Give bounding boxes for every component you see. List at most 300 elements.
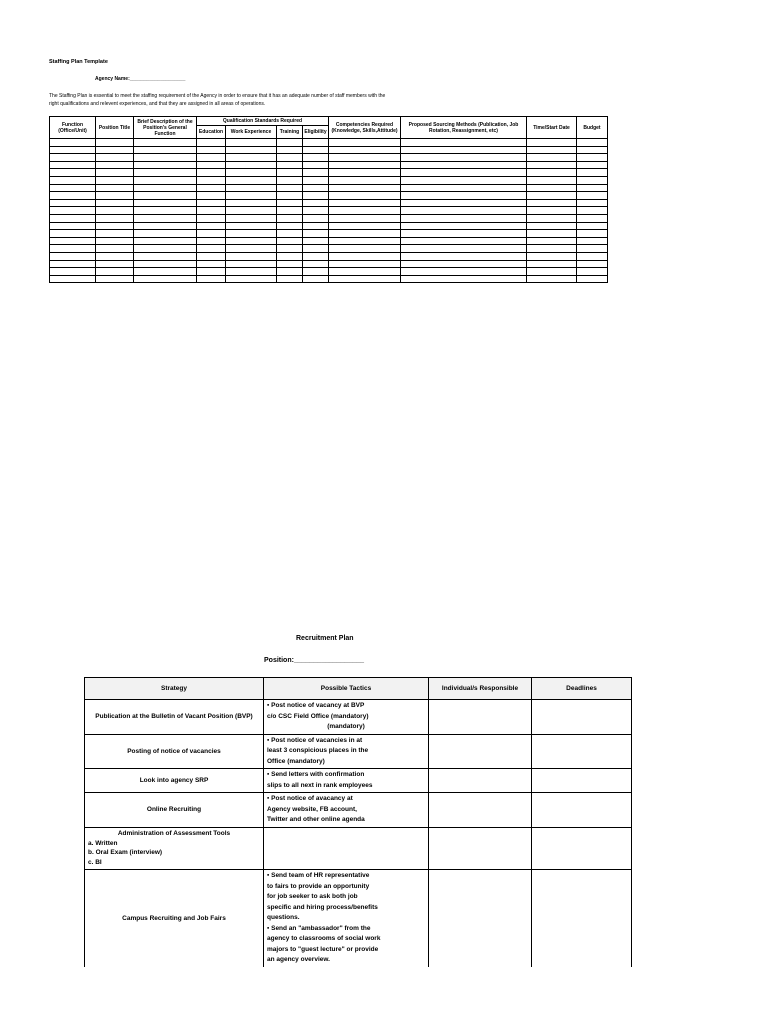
header-education: Education	[197, 126, 226, 139]
staffing-cell	[197, 268, 226, 276]
staffing-cell	[527, 214, 577, 222]
staffing-cell	[401, 176, 527, 184]
staffing-cell	[303, 252, 329, 260]
staffing-plan-table	[49, 116, 608, 283]
staffing-cell	[329, 222, 401, 230]
staffing-cell	[96, 237, 134, 245]
tactic-line: Twitter and other online agenda	[267, 816, 365, 823]
staffing-cell	[401, 260, 527, 268]
staffing-cell	[527, 237, 577, 245]
tactic-line: ▪ Send letters with confirmation	[267, 771, 365, 778]
staffing-cell	[226, 245, 277, 253]
tactic-line: Agency website, FB account,	[267, 805, 357, 813]
staffing-cell	[96, 192, 134, 200]
header-budget: Budget	[577, 117, 608, 139]
staffing-cell	[527, 222, 577, 230]
deadline-cell	[532, 769, 632, 793]
staffing-cell	[197, 275, 226, 283]
responsible-cell	[429, 769, 532, 793]
staffing-cell	[197, 260, 226, 268]
staffing-empty-row	[50, 260, 608, 268]
staffing-cell	[401, 275, 527, 283]
staffing-cell	[577, 260, 608, 268]
staffing-cell	[197, 252, 226, 260]
staffing-cell	[527, 230, 577, 238]
staffing-cell	[226, 214, 277, 222]
staffing-cell	[277, 146, 303, 154]
staffing-cell	[527, 252, 577, 260]
staffing-cell	[577, 184, 608, 192]
staffing-cell	[303, 268, 329, 276]
staffing-cell	[577, 230, 608, 238]
staffing-cell	[134, 237, 197, 245]
staffing-cell	[134, 146, 197, 154]
document-title: Staffing Plan Template	[49, 59, 108, 65]
staffing-empty-row	[50, 252, 608, 260]
staffing-cell	[197, 222, 226, 230]
header-brief-description: Brief Description of the Position's General Function	[134, 117, 197, 139]
staffing-cell	[134, 230, 197, 238]
staffing-cell	[277, 139, 303, 147]
staffing-cell	[134, 245, 197, 253]
staffing-cell	[401, 222, 527, 230]
staffing-cell	[277, 260, 303, 268]
staffing-cell	[50, 230, 96, 238]
staffing-empty-row	[50, 199, 608, 207]
deadline-cell	[532, 869, 632, 967]
deadline-cell	[532, 734, 632, 769]
recruitment-plan-table	[84, 677, 632, 967]
staffing-cell	[329, 207, 401, 215]
responsible-cell	[429, 827, 532, 869]
staffing-cell	[277, 252, 303, 260]
deadline-cell	[532, 793, 632, 828]
staffing-cell	[226, 139, 277, 147]
staffing-cell	[303, 184, 329, 192]
staffing-empty-row	[50, 275, 608, 283]
staffing-cell	[329, 275, 401, 283]
staffing-cell	[226, 260, 277, 268]
staffing-cell	[329, 237, 401, 245]
staffing-cell	[303, 169, 329, 177]
staffing-cell	[527, 146, 577, 154]
assessment-item: c. BI	[88, 858, 102, 866]
staffing-cell	[197, 169, 226, 177]
staffing-cell	[96, 199, 134, 207]
staffing-cell	[134, 207, 197, 215]
staffing-cell	[50, 199, 96, 207]
tactic-line: ▪ Send team of HR representative	[267, 872, 370, 879]
staffing-cell	[96, 275, 134, 283]
staffing-cell	[50, 222, 96, 230]
staffing-cell	[96, 146, 134, 154]
tactic-line: ▪ Post notice of vacancies in at	[267, 736, 363, 744]
staffing-empty-row	[50, 146, 608, 154]
staffing-cell	[527, 268, 577, 276]
staffing-cell	[50, 146, 96, 154]
staffing-cell	[277, 268, 303, 276]
deadline-cell	[532, 700, 632, 735]
staffing-cell	[303, 154, 329, 162]
header-time-start: Time/Start Date	[527, 117, 577, 139]
staffing-cell	[134, 252, 197, 260]
staffing-cell	[527, 139, 577, 147]
staffing-cell	[577, 154, 608, 162]
staffing-cell	[401, 184, 527, 192]
staffing-cell	[50, 252, 96, 260]
staffing-cell	[96, 184, 134, 192]
staffing-cell	[50, 268, 96, 276]
tactic-line: slips to all next in rank employees	[267, 781, 373, 789]
tactic-line: Office (mandatory)	[267, 757, 325, 765]
tactic-line: specific and hiring process/benefits	[267, 903, 378, 911]
staffing-cell	[50, 245, 96, 253]
tactic-line: ▪ Send an "ambassador" from the	[267, 924, 371, 932]
strategy-cell: Campus Recruiting and Job Fairs	[85, 869, 264, 967]
staffing-cell	[527, 169, 577, 177]
staffing-cell	[50, 207, 96, 215]
staffing-cell	[134, 169, 197, 177]
staffing-cell	[329, 230, 401, 238]
intro-paragraph: The Staffing Plan is essential to meet the staffing requirement of the Agency in order to ensure that it has an adequate number of staff members with the right qualifications and relevent experiences, and that they are assigned in all areas of operations.	[49, 93, 386, 107]
staffing-cell	[50, 184, 96, 192]
staffing-cell	[226, 154, 277, 162]
header-individuals-responsible: Individual/s Responsible	[429, 678, 532, 700]
staffing-cell	[329, 169, 401, 177]
staffing-cell	[329, 260, 401, 268]
staffing-cell	[226, 161, 277, 169]
staffing-cell	[197, 161, 226, 169]
staffing-cell	[277, 230, 303, 238]
assessment-tools-title: Administration of Assessment Tools	[117, 830, 231, 837]
staffing-cell	[303, 199, 329, 207]
staffing-empty-row	[50, 161, 608, 169]
responsible-cell	[429, 869, 532, 967]
staffing-cell	[401, 199, 527, 207]
staffing-empty-row	[50, 207, 608, 215]
staffing-cell	[329, 154, 401, 162]
staffing-cell	[401, 252, 527, 260]
staffing-cell	[50, 237, 96, 245]
staffing-cell	[96, 252, 134, 260]
staffing-cell	[277, 169, 303, 177]
agency-name-field: Agency Name:____________________	[95, 76, 186, 82]
recruitment-plan-title: Recruitment Plan	[296, 635, 354, 642]
staffing-cell	[277, 161, 303, 169]
staffing-empty-row	[50, 230, 608, 238]
staffing-cell	[197, 214, 226, 222]
assessment-tools-cell	[85, 827, 264, 869]
staffing-cell	[303, 176, 329, 184]
tactic-line: least 3 conspicious places in the	[267, 747, 369, 754]
staffing-table-body	[50, 139, 608, 283]
header-function: Function (Office/Unit)	[50, 117, 96, 139]
staffing-cell	[277, 214, 303, 222]
staffing-cell	[134, 199, 197, 207]
tactic-line: agency to classrooms of social work	[267, 935, 381, 942]
tactic-line: questions.	[267, 914, 300, 921]
staffing-cell	[277, 237, 303, 245]
staffing-cell	[226, 207, 277, 215]
staffing-cell	[329, 252, 401, 260]
staffing-cell	[226, 252, 277, 260]
staffing-cell	[96, 268, 134, 276]
staffing-cell	[329, 161, 401, 169]
tactic-cell	[264, 869, 429, 967]
assessment-item: a. Written	[88, 839, 118, 847]
staffing-cell	[577, 169, 608, 177]
staffing-cell	[277, 192, 303, 200]
staffing-cell	[401, 139, 527, 147]
staffing-cell	[96, 154, 134, 162]
staffing-cell	[401, 169, 527, 177]
staffing-cell	[96, 222, 134, 230]
staffing-cell	[303, 260, 329, 268]
staffing-cell	[329, 268, 401, 276]
staffing-cell	[96, 161, 134, 169]
staffing-cell	[96, 176, 134, 184]
staffing-cell	[96, 214, 134, 222]
tactic-line: an agency overview.	[267, 956, 330, 963]
staffing-cell	[197, 139, 226, 147]
header-qualification: Qualification Standards Required	[197, 117, 329, 126]
staffing-cell	[134, 275, 197, 283]
staffing-cell	[527, 192, 577, 200]
staffing-cell	[277, 154, 303, 162]
staffing-cell	[577, 146, 608, 154]
responsible-cell	[429, 700, 532, 735]
staffing-cell	[303, 245, 329, 253]
staffing-cell	[96, 230, 134, 238]
staffing-cell	[577, 245, 608, 253]
tactic-line: c/o CSC Field Office (mandatory)	[267, 712, 369, 720]
staffing-cell	[197, 176, 226, 184]
header-eligibility: Eligibility	[303, 126, 329, 139]
staffing-cell	[277, 245, 303, 253]
staffing-cell	[134, 161, 197, 169]
staffing-cell	[50, 192, 96, 200]
staffing-cell	[303, 214, 329, 222]
staffing-cell	[303, 230, 329, 238]
staffing-cell	[577, 275, 608, 283]
staffing-cell	[134, 260, 197, 268]
staffing-cell	[197, 146, 226, 154]
staffing-cell	[96, 169, 134, 177]
staffing-cell	[527, 199, 577, 207]
staffing-cell	[134, 268, 197, 276]
staffing-cell	[226, 192, 277, 200]
staffing-empty-row	[50, 176, 608, 184]
staffing-cell	[96, 260, 134, 268]
deadline-cell	[532, 827, 632, 869]
staffing-cell	[277, 199, 303, 207]
staffing-cell	[96, 245, 134, 253]
staffing-cell	[401, 214, 527, 222]
staffing-empty-row	[50, 154, 608, 162]
staffing-cell	[303, 161, 329, 169]
staffing-cell	[226, 222, 277, 230]
staffing-cell	[527, 245, 577, 253]
tactic-line: ▪ Post notice of vacancy at BVP	[267, 702, 365, 709]
staffing-cell	[226, 275, 277, 283]
tactic-cell	[264, 793, 429, 828]
staffing-cell	[277, 275, 303, 283]
tactic-line: majors to "guest lecture" or provide	[267, 945, 379, 953]
staffing-cell	[197, 192, 226, 200]
staffing-cell	[226, 268, 277, 276]
header-position-title: Position Title	[96, 117, 134, 139]
strategy-cell: Online Recruiting	[85, 793, 264, 828]
staffing-cell	[401, 161, 527, 169]
header-deadlines: Deadlines	[532, 678, 632, 700]
tactic-cell	[264, 734, 429, 769]
staffing-cell	[277, 207, 303, 215]
staffing-cell	[303, 237, 329, 245]
staffing-cell	[226, 199, 277, 207]
staffing-cell	[303, 207, 329, 215]
staffing-cell	[329, 214, 401, 222]
staffing-empty-row	[50, 192, 608, 200]
staffing-cell	[96, 139, 134, 147]
strategy-cell: Look into agency SRP	[85, 769, 264, 793]
staffing-cell	[577, 161, 608, 169]
staffing-cell	[577, 192, 608, 200]
staffing-cell	[329, 199, 401, 207]
staffing-cell	[527, 176, 577, 184]
strategy-cell: Posting of notice of vacancies	[85, 734, 264, 769]
staffing-empty-row	[50, 268, 608, 276]
staffing-cell	[134, 222, 197, 230]
tactic-line: ▪ Post notice of avacancy at	[267, 795, 353, 802]
staffing-cell	[577, 139, 608, 147]
staffing-cell	[277, 176, 303, 184]
staffing-cell	[577, 176, 608, 184]
staffing-cell	[197, 237, 226, 245]
header-competencies: Competencies Required (Knowledge, Skills,Attitude)	[329, 117, 401, 139]
staffing-cell	[401, 268, 527, 276]
staffing-cell	[277, 184, 303, 192]
responsible-cell	[429, 793, 532, 828]
staffing-cell	[577, 222, 608, 230]
staffing-empty-row	[50, 169, 608, 177]
staffing-cell	[134, 192, 197, 200]
staffing-cell	[197, 184, 226, 192]
staffing-cell	[134, 214, 197, 222]
staffing-cell	[401, 146, 527, 154]
staffing-cell	[197, 199, 226, 207]
staffing-cell	[303, 222, 329, 230]
staffing-cell	[329, 184, 401, 192]
staffing-cell	[303, 139, 329, 147]
staffing-cell	[577, 268, 608, 276]
staffing-empty-row	[50, 184, 608, 192]
staffing-cell	[329, 245, 401, 253]
staffing-cell	[197, 154, 226, 162]
staffing-cell	[134, 184, 197, 192]
staffing-cell	[401, 154, 527, 162]
tactic-cell	[264, 769, 429, 793]
staffing-empty-row	[50, 222, 608, 230]
tactic-line: (mandatory)	[327, 723, 365, 730]
staffing-cell	[401, 207, 527, 215]
staffing-cell	[577, 252, 608, 260]
tactic-line: to fairs to provide an opportunity	[267, 882, 370, 890]
staffing-cell	[96, 207, 134, 215]
assessment-item: b. Oral Exam (interview)	[88, 849, 163, 856]
staffing-empty-row	[50, 245, 608, 253]
staffing-cell	[577, 199, 608, 207]
staffing-cell	[134, 176, 197, 184]
staffing-cell	[134, 139, 197, 147]
header-sourcing: Proposed Sourcing Methods (Publication, Job Rotation, Reassignment, etc)	[401, 117, 527, 139]
staffing-cell	[197, 245, 226, 253]
staffing-cell	[197, 207, 226, 215]
staffing-cell	[329, 192, 401, 200]
staffing-empty-row	[50, 139, 608, 147]
staffing-cell	[134, 154, 197, 162]
staffing-cell	[401, 245, 527, 253]
responsible-cell	[429, 734, 532, 769]
staffing-cell	[277, 222, 303, 230]
staffing-cell	[226, 184, 277, 192]
header-work-experience: Work Experience	[226, 126, 277, 139]
staffing-cell	[226, 169, 277, 177]
staffing-empty-row	[50, 214, 608, 222]
staffing-cell	[329, 146, 401, 154]
staffing-cell	[527, 154, 577, 162]
staffing-cell	[226, 146, 277, 154]
staffing-cell	[50, 176, 96, 184]
staffing-cell	[329, 139, 401, 147]
tactic-line: for job seeker to ask both job	[267, 893, 358, 900]
staffing-cell	[401, 230, 527, 238]
header-training: Training	[277, 126, 303, 139]
staffing-cell	[226, 230, 277, 238]
position-field: Position:__________________	[264, 657, 365, 664]
staffing-cell	[527, 207, 577, 215]
staffing-cell	[329, 176, 401, 184]
staffing-cell	[50, 154, 96, 162]
staffing-cell	[303, 146, 329, 154]
staffing-cell	[577, 207, 608, 215]
staffing-cell	[50, 161, 96, 169]
staffing-cell	[577, 237, 608, 245]
staffing-cell	[197, 230, 226, 238]
staffing-cell	[527, 161, 577, 169]
staffing-cell	[401, 237, 527, 245]
staffing-cell	[303, 192, 329, 200]
tactic-cell	[264, 827, 429, 869]
tactic-cell	[264, 700, 429, 735]
header-strategy: Strategy	[85, 678, 264, 700]
strategy-cell: Publication at the Bulletin of Vacant Position (BVP)	[85, 700, 264, 735]
staffing-cell	[50, 275, 96, 283]
staffing-cell	[226, 176, 277, 184]
staffing-cell	[577, 214, 608, 222]
staffing-empty-row	[50, 237, 608, 245]
staffing-cell	[50, 214, 96, 222]
staffing-cell	[50, 169, 96, 177]
header-possible-tactics: Possible Tactics	[264, 678, 429, 700]
staffing-cell	[226, 237, 277, 245]
staffing-cell	[401, 192, 527, 200]
staffing-cell	[303, 275, 329, 283]
staffing-cell	[527, 275, 577, 283]
staffing-cell	[527, 260, 577, 268]
staffing-cell	[527, 184, 577, 192]
staffing-cell	[50, 260, 96, 268]
staffing-cell	[50, 139, 96, 147]
